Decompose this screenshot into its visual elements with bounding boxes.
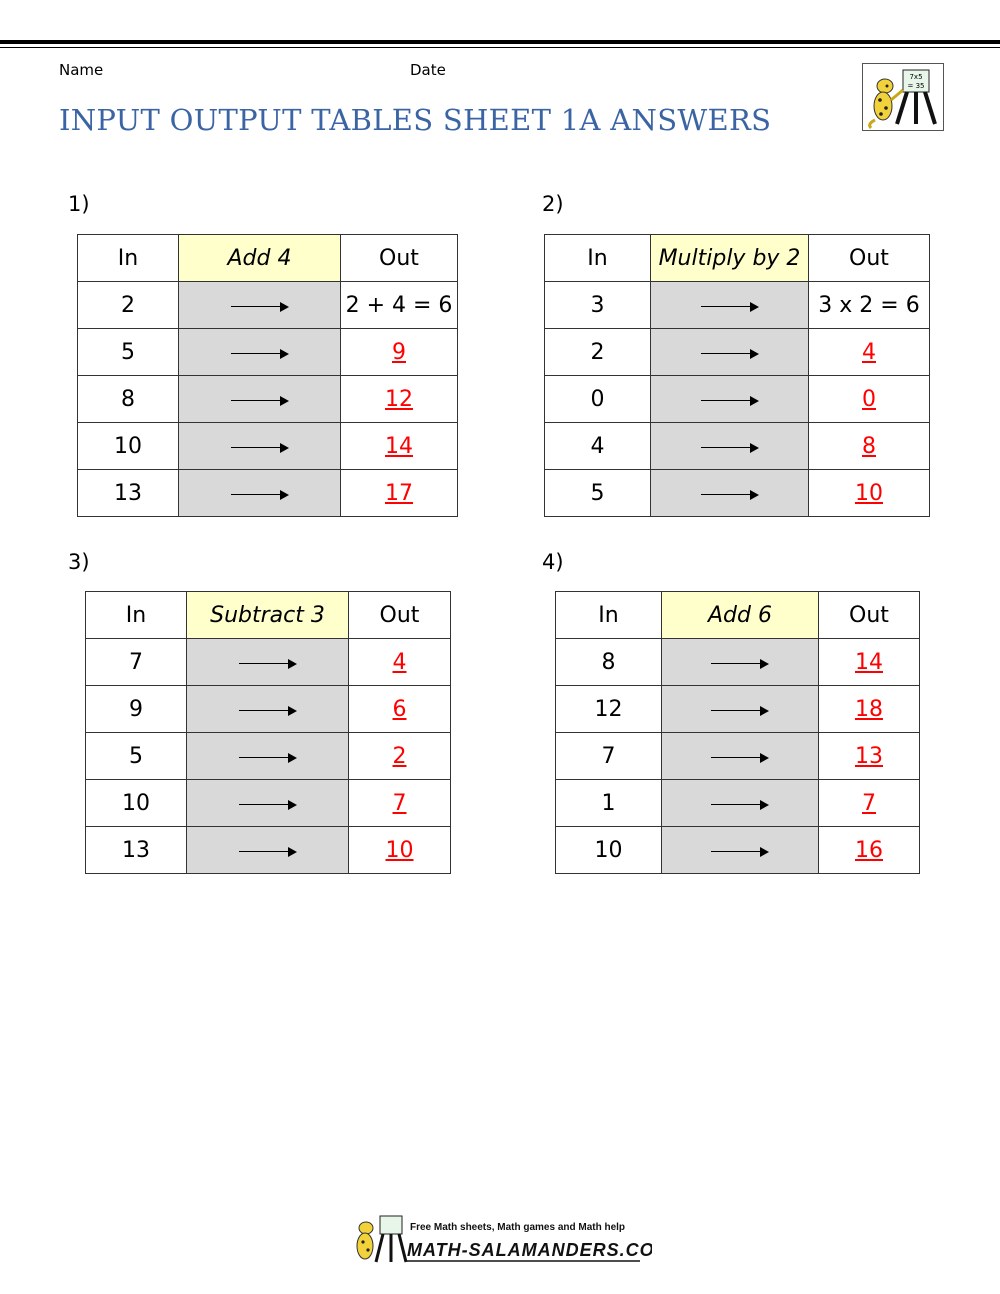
in-cell: 10: [86, 780, 187, 827]
footer-site: MATH-SALAMANDERS.COM: [407, 1240, 652, 1260]
right-arrow-icon: [701, 442, 759, 452]
problem-3-table: [85, 591, 451, 874]
answer-value: 6: [392, 696, 407, 722]
answer-value: 13: [855, 743, 883, 769]
arrow-cell: [662, 686, 819, 733]
table-row: [86, 780, 451, 827]
name-label: Name: [59, 61, 104, 79]
arrow-cell: [651, 282, 809, 329]
table-row: [545, 423, 930, 470]
arrow-cell: [662, 733, 819, 780]
out-header: Out: [349, 592, 451, 639]
arrow-cell: [179, 423, 341, 470]
problem-4-table: [555, 591, 920, 874]
arrow-cell: [187, 780, 349, 827]
in-cell: 3: [545, 282, 651, 329]
answer-value: 10: [385, 837, 414, 863]
table-row: [556, 827, 920, 874]
arrow-cell: [179, 282, 341, 329]
table-row: [78, 470, 458, 517]
arrow-cell: [651, 376, 809, 423]
in-cell: 12: [556, 686, 662, 733]
right-arrow-icon: [239, 705, 297, 715]
rule-header: Add 6: [662, 592, 819, 639]
in-cell: 9: [86, 686, 187, 733]
top-rule-thin: [0, 47, 1000, 48]
right-arrow-icon: [711, 799, 769, 809]
answer-cell: [809, 376, 930, 423]
footer-logo: [352, 1214, 652, 1266]
arrow-cell: [187, 639, 349, 686]
right-arrow-icon: [239, 799, 297, 809]
answer-cell: [819, 780, 920, 827]
table-row: [86, 827, 451, 874]
answer-cell: [341, 376, 458, 423]
in-cell: 8: [78, 376, 179, 423]
answer-value: 14: [855, 649, 883, 675]
problem-3-number: 3): [68, 550, 90, 574]
example-row: [545, 282, 930, 329]
arrow-cell: [187, 733, 349, 780]
arrow-cell: [179, 470, 341, 517]
answer-cell: [819, 733, 920, 780]
answer-cell: [809, 423, 930, 470]
in-cell: 7: [556, 733, 662, 780]
page-title: INPUT OUTPUT TABLES SHEET 1A ANSWERS: [59, 103, 772, 137]
arrow-cell: [187, 686, 349, 733]
logo-formula-top: 7x5: [909, 73, 923, 81]
right-arrow-icon: [701, 301, 759, 311]
table-row: [545, 329, 930, 376]
problem-1-table: [77, 234, 458, 517]
arrow-cell: [179, 376, 341, 423]
answer-value: 4: [392, 649, 407, 675]
out-header: Out: [809, 235, 930, 282]
answer-value: 12: [385, 386, 413, 412]
answer-cell: [809, 329, 930, 376]
answer-cell: [819, 686, 920, 733]
right-arrow-icon: [711, 658, 769, 668]
in-header: In: [556, 592, 662, 639]
table-row: [86, 639, 451, 686]
table-row: [556, 686, 920, 733]
example-out-cell: 3 x 2 = 6: [809, 282, 930, 329]
arrow-cell: [662, 827, 819, 874]
in-cell: 5: [86, 733, 187, 780]
in-cell: 5: [78, 329, 179, 376]
answer-cell: [349, 686, 451, 733]
in-cell: 10: [556, 827, 662, 874]
problem-1-number: 1): [68, 192, 90, 216]
out-header: Out: [341, 235, 458, 282]
problem-4-number: 4): [542, 550, 564, 574]
answer-cell: [819, 827, 920, 874]
answer-value: 4: [862, 339, 876, 365]
right-arrow-icon: [231, 442, 289, 452]
in-cell: 0: [545, 376, 651, 423]
table-header-row: [86, 592, 451, 639]
arrow-cell: [651, 423, 809, 470]
arrow-cell: [651, 470, 809, 517]
arrow-cell: [651, 329, 809, 376]
right-arrow-icon: [239, 752, 297, 762]
table-row: [545, 470, 930, 517]
right-arrow-icon: [701, 395, 759, 405]
table-row: [545, 376, 930, 423]
in-cell: 8: [556, 639, 662, 686]
answer-value: 17: [385, 480, 413, 506]
answer-value: 7: [392, 790, 407, 816]
answer-cell: [349, 639, 451, 686]
logo-formula-bottom: = 35: [907, 82, 925, 90]
example-row: [78, 282, 458, 329]
out-header: Out: [819, 592, 920, 639]
right-arrow-icon: [701, 489, 759, 499]
salamander-logo: [862, 63, 944, 131]
right-arrow-icon: [711, 705, 769, 715]
rule-header: Add 4: [179, 235, 341, 282]
answer-cell: [349, 827, 451, 874]
in-header: In: [78, 235, 179, 282]
date-label: Date: [410, 61, 446, 79]
answer-value: 10: [855, 480, 883, 506]
problem-2-table: [544, 234, 930, 517]
answer-value: 7: [862, 790, 876, 816]
answer-value: 2: [392, 743, 407, 769]
table-row: [86, 733, 451, 780]
answer-cell: [349, 780, 451, 827]
example-out-cell: 2 + 4 = 6: [341, 282, 458, 329]
answer-cell: [341, 329, 458, 376]
in-cell: 4: [545, 423, 651, 470]
answer-cell: [341, 470, 458, 517]
right-arrow-icon: [701, 348, 759, 358]
answer-value: 9: [392, 339, 406, 365]
answer-value: 14: [385, 433, 413, 459]
table-row: [78, 329, 458, 376]
answer-cell: [809, 470, 930, 517]
right-arrow-icon: [239, 658, 297, 668]
answer-cell: [819, 639, 920, 686]
answer-cell: [341, 423, 458, 470]
right-arrow-icon: [231, 489, 289, 499]
right-arrow-icon: [711, 752, 769, 762]
table-header-row: [556, 592, 920, 639]
table-row: [556, 639, 920, 686]
answer-value: 18: [855, 696, 883, 722]
table-row: [556, 733, 920, 780]
right-arrow-icon: [711, 846, 769, 856]
right-arrow-icon: [231, 395, 289, 405]
table-row: [86, 686, 451, 733]
problem-2-number: 2): [542, 192, 564, 216]
right-arrow-icon: [239, 846, 297, 856]
right-arrow-icon: [231, 348, 289, 358]
answer-value: 0: [862, 386, 876, 412]
in-cell: 13: [78, 470, 179, 517]
in-cell: 10: [78, 423, 179, 470]
in-cell: 5: [545, 470, 651, 517]
right-arrow-icon: [231, 301, 289, 311]
in-header: In: [86, 592, 187, 639]
in-header: In: [545, 235, 651, 282]
in-cell: 7: [86, 639, 187, 686]
in-cell: 13: [86, 827, 187, 874]
answer-value: 8: [862, 433, 876, 459]
table-header-row: [78, 235, 458, 282]
rule-header: Subtract 3: [187, 592, 349, 639]
in-cell: 2: [545, 329, 651, 376]
arrow-cell: [179, 329, 341, 376]
arrow-cell: [662, 780, 819, 827]
in-cell: 1: [556, 780, 662, 827]
table-row: [78, 423, 458, 470]
arrow-cell: [187, 827, 349, 874]
top-rule-thick: [0, 40, 1000, 44]
table-row: [78, 376, 458, 423]
in-cell: 2: [78, 282, 179, 329]
rule-header: Multiply by 2: [651, 235, 809, 282]
footer-tagline: Free Math sheets, Math games and Math help: [410, 1222, 626, 1233]
answer-value: 16: [855, 837, 883, 863]
table-row: [556, 780, 920, 827]
table-header-row: [545, 235, 930, 282]
answer-cell: [349, 733, 451, 780]
arrow-cell: [662, 639, 819, 686]
